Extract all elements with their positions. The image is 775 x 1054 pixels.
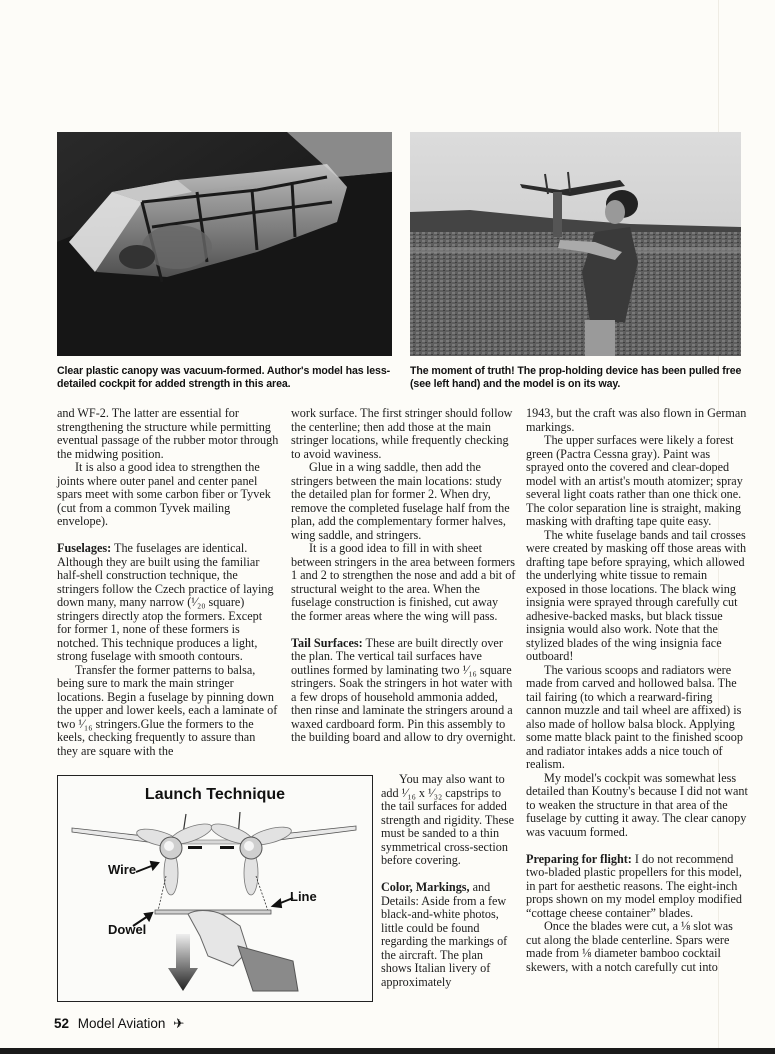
paragraph: The various scoops and radiators were made from carved and hollowed balsa. The tail fairing (to which a rearward-firing cannon muzzle and tail wheel are affixed) is also made of hollow balsa block. Applying some matte black paint to the finished scoop and radiator intakes adds a nice touch of realism. (526, 662, 743, 771)
article-column-3 (526, 407, 748, 974)
canopy-photo (57, 132, 392, 356)
airplane-icon: ✈ (173, 1016, 185, 1031)
section-heading: Tail Surfaces: (291, 635, 363, 650)
paragraph: 1943, but the craft was also flown in German markings. (526, 406, 747, 434)
paragraph: It is also a good idea to strengthen the joints where outer panel and center panel spars meet with some carbon fiber or Tyvek (cut from a common Tyvek mailing envelope). (57, 460, 271, 528)
line-label: Line (290, 889, 317, 904)
photo-caption-right: The moment of truth! The prop-holding device has been pulled free (see left hand) and the model is on its way. (410, 365, 742, 390)
paragraph: My model's cockpit was somewhat less detailed than Koutny's because I did not want to weaken the structure in that area of the fuselage by cutting it away. The clear canopy was vacuum formed. (526, 770, 748, 839)
paragraph: Transfer the former patterns to balsa, being sure to mark the main stringer locations. Begin a fuselage by pinning down the upper and lower keels, each a laminate of two ¹⁄₁₆ stringers.Glue the formers to the keels, checking frequently to assure than they are square with the (57, 662, 278, 758)
paragraph: The upper surfaces were likely a forest green (Pactra Cessna gray). Paint was sprayed onto the covered and clear-doped model with an artist's mouth atomizer; spray several light coats rather than one thick one. The color separation line is straight, making masking with drafting tape quite easy. (526, 433, 743, 528)
section-heading: Fuselages: (57, 541, 112, 555)
paragraph: Preparing for flight: I do not recommend two-bladed plastic propellers for this model, in part for aesthetic reasons. The eight-inch props shown on my model employ modified “cottage cheese container” blades. (526, 851, 742, 920)
scan-bottom-edge (0, 1048, 775, 1054)
page-footer (54, 1016, 184, 1032)
paragraph: Color, Markings, and Details: Aside from a few black-and-white photos, little could be found regarding the markings of the aircraft. The plan shows Italian livery of approximately (381, 880, 508, 989)
paragraph: work surface. The first stringer should follow the centerline; then add those at the main stringer locations, while frequently checking to avoid waviness. (291, 406, 513, 461)
dowel-label: Dowel (108, 922, 147, 937)
paragraph: It is a good idea to fill in with sheet between stringers in the area between formers 1 and 2 to strengthen the nose and add a bit of structural weight to the area. When the fuselage construction is finished, cut away the former areas where the wing will pass. (291, 541, 516, 623)
article-column-1 (57, 407, 279, 758)
right-propeller-icon (209, 812, 293, 895)
down-arrow-icon (168, 934, 198, 991)
diagram-title: Launch Technique (144, 786, 286, 803)
paragraph: Glue in a wing saddle, then add the stringers between the main locations: study the detailed plan for former 2. When dry, remove the completed fuselage half from the plan, add the complementary former halves, wing saddle, and stringers. (291, 460, 510, 542)
page-number: 52 (54, 1016, 70, 1031)
left-propeller-icon (135, 814, 214, 895)
launch-technique-diagram (57, 775, 373, 1002)
paragraph: Once the blades were cut, a ⅛ slot was cut along the blade centerline. Spars were made from ⅛ diameter bamboo cocktail skewers, with a notch carefully cut into (526, 919, 733, 974)
paragraph: Fuselages: The fuselages are identical. Although they are built using the familiar half-shell construction technique, the stringers follow the Czech practice of laying down many, many narrow (¹⁄₂₀ square) stringers directly atop the formers. Except for former 1, none of these formers is notched. This technique produces a light, strong fuselage with smooth contours. (57, 541, 274, 663)
paragraph: The white fuselage bands and tail crosses were created by masking off those areas with drafting tape before spraying, which allowed the underlying white tissue to remain exposed in those locations. The black wing insignia were sprayed through carefully cut adhesive-backed masks, but black tissue insignia would also work. Note that the stylized blades of the wing insignia face outboard! (526, 527, 747, 663)
paragraph: and WF-2. The latter are essential for strengthening the structure while permitting eventual passage of the rubber motor through the midwing position. (57, 406, 279, 461)
article-column-2-continued (381, 773, 516, 989)
photo-caption-left: Clear plastic canopy was vacuum-formed. Author's model has less-detailed cockpit for added strength in this area. (57, 365, 391, 390)
paragraph: Tail Surfaces: These are built directly over the plan. The vertical tail surfaces have outlines formed by laminating two ¹⁄₁₆ square stringers. Soak the stringers in hot water with a few drops of household ammonia added, then rinse and laminate the stringers around a waxed cardboard form. Pin this assembly to the building board and allow to dry overnight. (291, 635, 516, 744)
section-heading: Color, Markings, (381, 880, 470, 894)
paragraph: You may also want to add ¹⁄₁₆ x ¹⁄₃₂ capstrips to the tail surfaces for added strength and rigidity. These must be sanded to a thin symmetrical cross-section before covering. (381, 772, 515, 867)
section-heading: Preparing for flight: (526, 851, 632, 866)
launch-line-left (158, 876, 166, 911)
magazine-name: Model Aviation (77, 1016, 166, 1031)
wire-label: Wire (108, 862, 137, 877)
article-column-2 (291, 407, 516, 745)
launch-photo (410, 132, 741, 356)
hand-icon (188, 911, 298, 991)
